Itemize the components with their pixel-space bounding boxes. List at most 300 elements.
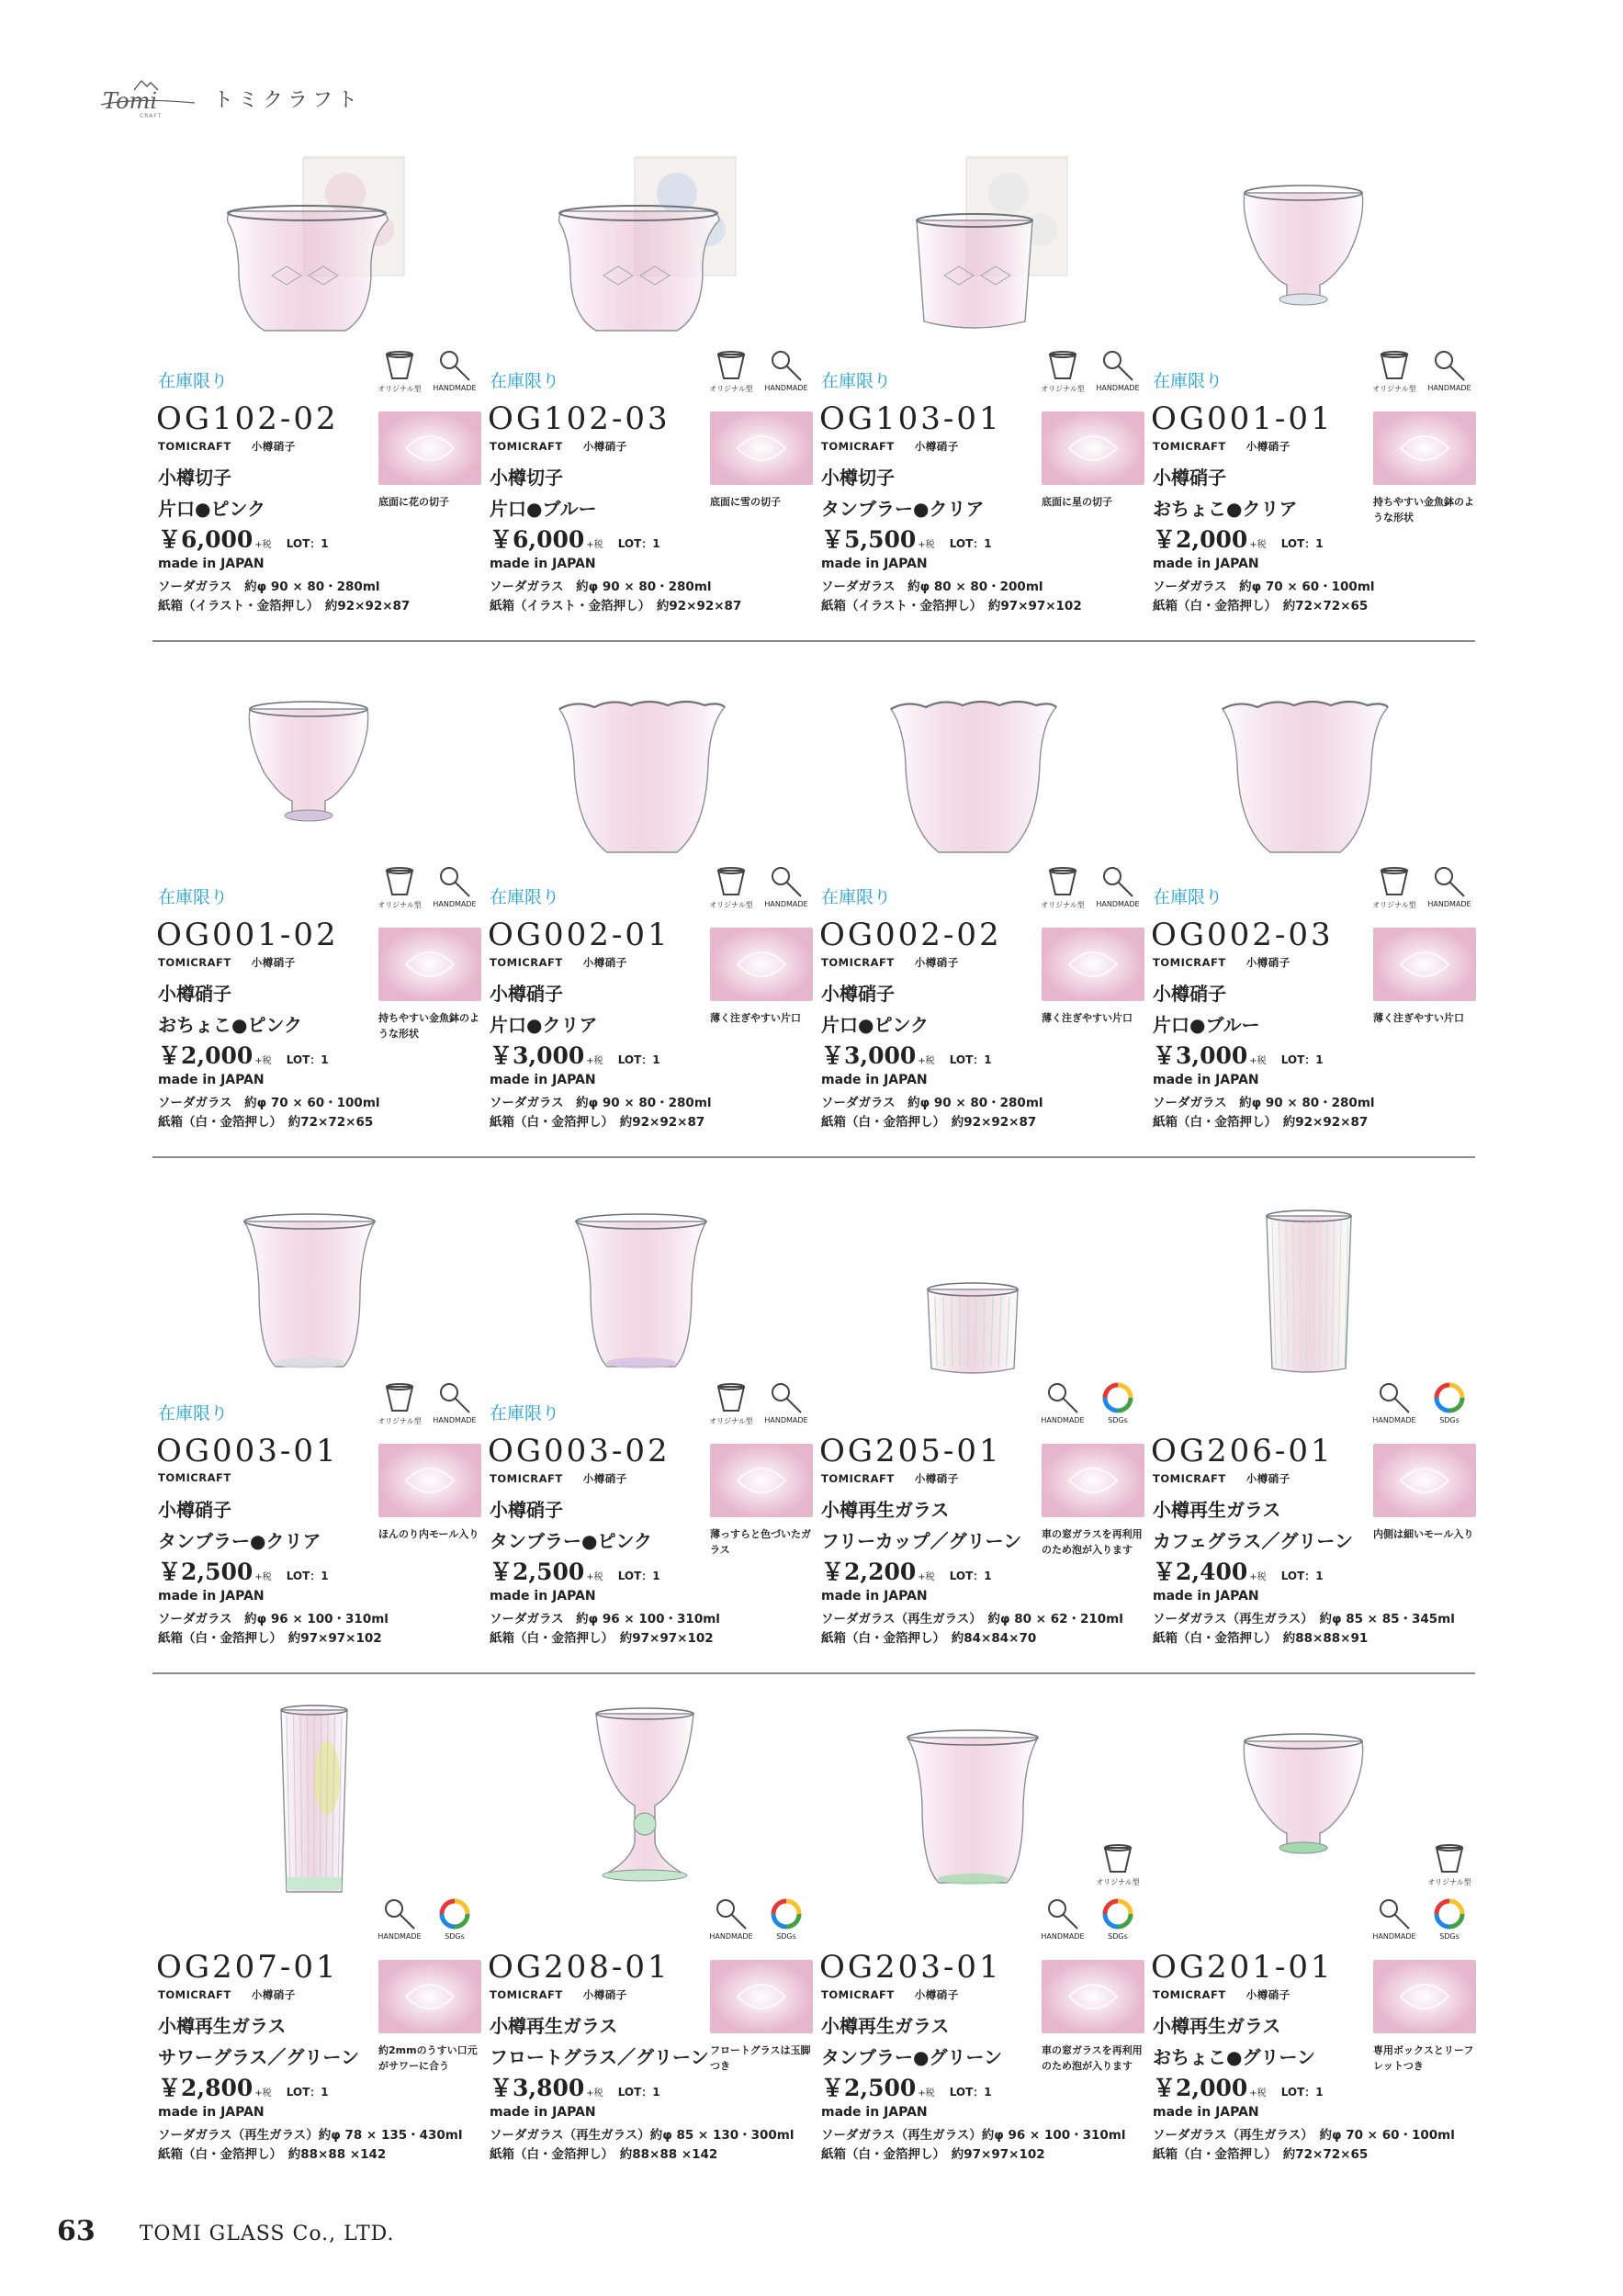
tax-note: +税 (586, 1572, 603, 1582)
handmade-icon-label: HANDMADE (433, 384, 477, 392)
maker-sub: 小樽硝子 (582, 440, 627, 453)
product-code: OG206-01 (1151, 1433, 1334, 1469)
handmade-icon-label: HANDMADE (1096, 384, 1140, 392)
price-line (490, 1554, 660, 1587)
price: ￥2,200 (821, 1559, 917, 1585)
series-name: 小樽切子 (490, 467, 563, 489)
handmade-icon (760, 349, 813, 400)
maker (158, 955, 296, 970)
row-divider (152, 640, 1475, 642)
product-card (152, 1695, 483, 2182)
detail-caption: 持ちやすい金魚鉢のような形状 (1373, 496, 1474, 524)
company-name: TOMI GLASS Co., LTD. (139, 2223, 395, 2245)
packaging: 紙箱（白・金箔押し） 約88×88×91 (1153, 1631, 1369, 1646)
maker-sub: 小樽硝子 (1245, 1472, 1291, 1485)
product-code: OG001-02 (156, 917, 339, 953)
product-card (1147, 663, 1478, 1150)
lot: LOT：1 (949, 1570, 992, 1582)
spec: ソーダガラス（再生ガラス） 約φ 70 × 60・100ml (1153, 2128, 1455, 2143)
tax-note: +税 (586, 540, 603, 550)
original-icon (1368, 349, 1421, 400)
product-code: OG205-01 (819, 1433, 1002, 1469)
maker (821, 1471, 959, 1486)
icon-row (704, 865, 815, 917)
original-icon-label: オリジナル型 (1041, 901, 1085, 909)
maker-sub: 小樽硝子 (1245, 956, 1291, 969)
row-divider (152, 1672, 1475, 1674)
handmade-icon-label: HANDMADE (764, 1416, 808, 1424)
original-icon-label: オリジナル型 (378, 1417, 422, 1425)
tax-note: +税 (918, 540, 935, 550)
stock-label: 在庫限り (158, 887, 229, 907)
detail-caption: 薄く注ぎやすい片口 (1042, 1012, 1133, 1024)
spec: ソーダガラス 約φ 90 × 80・280ml (1153, 1096, 1375, 1110)
series-name: 小樽硝子 (1153, 467, 1226, 489)
product-code: OG203-01 (819, 1949, 1002, 1986)
sdgs-icon-label: SDGs (1439, 1932, 1460, 1941)
series-name: 小樽切子 (158, 467, 231, 489)
product-photo (871, 1705, 1073, 1897)
variant-name: タンブラー●グリーン (821, 2046, 1003, 2068)
maker (1153, 1987, 1291, 2002)
handmade-icon-label: HANDMADE (764, 900, 808, 908)
maker-sub: 小樽硝子 (1245, 1988, 1291, 2001)
variant-name: タンブラー●ピンク (490, 1530, 653, 1552)
price-line (821, 522, 992, 555)
handmade-icon (428, 1381, 481, 1433)
original-icon-label: オリジナル型 (378, 901, 422, 909)
maker-name: TOMICRAFT (158, 1471, 231, 1484)
detail-photo (378, 1960, 481, 2033)
maker-sub: 小樽硝子 (914, 440, 959, 453)
spec: ソーダガラス 約φ 70 × 60・100ml (1153, 580, 1375, 594)
lot: LOT：1 (1280, 1053, 1324, 1066)
handmade-icon-label: HANDMADE (1372, 1416, 1416, 1424)
price: ￥2,400 (1153, 1559, 1248, 1585)
maker (821, 955, 959, 970)
handmade-icon (1368, 1897, 1421, 1949)
sdgs-icon (428, 1897, 481, 1949)
handmade-icon (1036, 1897, 1089, 1949)
product-card (1147, 1695, 1478, 2182)
price: ￥3,800 (490, 2075, 585, 2101)
spec: ソーダガラス 約φ 96 × 100・310ml (490, 1612, 720, 1626)
maker-name: TOMICRAFT (821, 440, 895, 453)
stock-label: 在庫限り (490, 887, 560, 907)
packaging: 紙箱（白・金箔押し） 約97×97×102 (490, 1631, 714, 1646)
lot: LOT：1 (949, 537, 992, 550)
origin: made in JAPAN (1153, 2105, 1259, 2120)
packaging: 紙箱（イラスト・金箔押し） 約97×97×102 (821, 599, 1082, 613)
variant-name: 片口●クリア (490, 1014, 598, 1036)
icon-row (704, 1381, 815, 1433)
maker (158, 1987, 296, 2002)
icon-row (704, 349, 815, 400)
maker-sub: 小樽硝子 (251, 956, 296, 969)
spec: ソーダガラス 約φ 80 × 80・200ml (821, 580, 1043, 594)
brand-name: トミクラフト (213, 88, 363, 112)
product-photo (539, 672, 741, 865)
maker-sub: 小樽硝子 (1245, 440, 1291, 453)
maker-name: TOMICRAFT (158, 956, 231, 969)
original-icon (373, 865, 426, 917)
detail-caption: 薄く注ぎやすい片口 (710, 1012, 801, 1024)
detail-caption: 底面に星の切子 (1042, 496, 1112, 508)
product-code: OG002-02 (819, 917, 1002, 953)
tax-note: +税 (586, 1056, 603, 1066)
maker-name: TOMICRAFT (821, 1472, 895, 1485)
stock-label: 在庫限り (158, 1403, 229, 1424)
lot: LOT：1 (286, 1570, 329, 1582)
sdgs-icon (1423, 1381, 1476, 1433)
price-line (158, 522, 329, 555)
variant-name: おちょこ●グリーン (1153, 2046, 1316, 2068)
handmade-icon-label: HANDMADE (709, 1932, 753, 1941)
origin: made in JAPAN (158, 557, 265, 571)
product-photo (1202, 156, 1404, 349)
icon-row (1036, 865, 1146, 917)
price: ￥3,000 (1153, 1042, 1248, 1069)
price: ￥5,500 (821, 526, 917, 553)
price-line (821, 1554, 992, 1587)
spec: ソーダガラス 約φ 90 × 80・280ml (490, 1096, 712, 1110)
product-card (484, 1695, 815, 2182)
maker (821, 1987, 959, 2002)
series-name: 小樽再生ガラス (821, 2015, 950, 2037)
product-card (152, 663, 483, 1150)
origin: made in JAPAN (490, 1589, 596, 1604)
packaging: 紙箱（白・金箔押し） 約72×72×65 (158, 1115, 374, 1130)
original-icon-label: オリジナル型 (709, 385, 753, 393)
series-name: 小樽再生ガラス (1153, 2015, 1281, 2037)
packaging: 紙箱（白・金箔押し） 約88×88 ×142 (158, 2147, 387, 2162)
origin: made in JAPAN (490, 1073, 596, 1087)
product-photo (871, 156, 1073, 349)
origin: made in JAPAN (490, 557, 596, 571)
variant-name: タンブラー●クリア (158, 1530, 321, 1552)
origin: made in JAPAN (158, 1073, 265, 1087)
product-photo (1202, 1188, 1404, 1381)
origin: made in JAPAN (1153, 557, 1259, 571)
stock-label: 在庫限り (821, 371, 892, 391)
maker (490, 955, 627, 970)
detail-photo (1042, 1444, 1144, 1517)
maker-name: TOMICRAFT (1153, 1988, 1226, 2001)
product-row (152, 663, 1475, 1179)
handmade-icon (428, 865, 481, 917)
maker-name: TOMICRAFT (1153, 1472, 1226, 1485)
icon-row (373, 865, 483, 917)
original-icon (1423, 1842, 1476, 1894)
maker-sub: 小樽硝子 (582, 1472, 627, 1485)
price-line (1153, 522, 1324, 555)
maker-name: TOMICRAFT (158, 1988, 231, 2001)
product-code: OG207-01 (156, 1949, 339, 1986)
detail-photo (1042, 411, 1144, 485)
spec: ソーダガラス（再生ガラス）約φ 78 × 135・430ml (158, 2128, 463, 2143)
handmade-icon-label: HANDMADE (433, 900, 477, 908)
original-icon (1368, 865, 1421, 917)
stock-label: 在庫限り (821, 887, 892, 907)
detail-caption: 専用ボックスとリーフレットつき (1373, 2044, 1474, 2073)
variant-name: タンブラー●クリア (821, 498, 985, 520)
origin: made in JAPAN (490, 2105, 596, 2120)
page-header (99, 75, 362, 121)
detail-caption: 内側は細いモール入り (1373, 1528, 1474, 1540)
original-icon-label: オリジナル型 (1372, 385, 1416, 393)
product-card (484, 1179, 815, 1666)
page-footer (57, 2215, 395, 2247)
tax-note: +税 (254, 1056, 272, 1066)
series-name: 小樽硝子 (490, 983, 563, 1005)
original-icon (373, 349, 426, 400)
handmade-icon (373, 1897, 426, 1949)
variant-name: カフェグラス／グリーン (1153, 1530, 1353, 1552)
icon-row (1036, 349, 1146, 400)
price: ￥2,000 (1153, 2075, 1248, 2101)
series-name: 小樽切子 (821, 467, 895, 489)
handmade-icon (1091, 865, 1144, 917)
detail-caption: 底面に雪の切子 (710, 496, 781, 508)
sdgs-icon-label: SDGs (1108, 1416, 1128, 1424)
packaging: 紙箱（白・金箔押し） 約92×92×87 (1153, 1115, 1369, 1130)
handmade-icon-label: HANDMADE (1041, 1932, 1085, 1941)
maker (1153, 1471, 1291, 1486)
detail-caption: 車の窓ガラスを再利用のため泡が入ります (1042, 2044, 1143, 2073)
original-icon (373, 1381, 426, 1433)
series-name: 小樽再生ガラス (158, 2015, 287, 2037)
original-icon (1036, 349, 1089, 400)
handmade-icon (760, 1381, 813, 1433)
spec: ソーダガラス 約φ 90 × 80・280ml (490, 580, 712, 594)
origin: made in JAPAN (821, 1589, 928, 1604)
tax-note: +税 (918, 1572, 935, 1582)
spec: ソーダガラス（再生ガラス） 約φ 80 × 62・210ml (821, 1612, 1123, 1626)
tomi-logo (99, 77, 200, 119)
lot: LOT：1 (617, 1570, 660, 1582)
tax-note: +税 (254, 2088, 272, 2099)
series-name: 小樽硝子 (158, 1499, 231, 1521)
maker (821, 439, 959, 454)
variant-name: サワーグラス／グリーン (158, 2046, 359, 2068)
tax-note: +税 (918, 1056, 935, 1066)
maker-sub: 小樽硝子 (582, 956, 627, 969)
lot: LOT：1 (617, 537, 660, 550)
product-card (152, 147, 483, 634)
detail-photo (378, 411, 481, 485)
tax-note: +税 (1249, 1056, 1267, 1066)
icon-row (1036, 1381, 1146, 1433)
product-card (484, 663, 815, 1150)
product-code: OG103-01 (819, 400, 1002, 437)
spec: ソーダガラス（再生ガラス）約φ 96 × 100・310ml (821, 2128, 1126, 2143)
original-icon-label: オリジナル型 (1427, 1878, 1471, 1886)
icon-row (1368, 1381, 1478, 1433)
product-photo (208, 1188, 410, 1381)
detail-caption: フロートグラスは玉脚つき (710, 2044, 811, 2073)
detail-caption: 底面に花の切子 (378, 496, 449, 508)
spec: ソーダガラス（再生ガラス）約φ 85 × 130・300ml (490, 2128, 795, 2143)
detail-photo (378, 1444, 481, 1517)
product-card (816, 1179, 1146, 1666)
maker-sub: 小樽硝子 (914, 1988, 959, 2001)
handmade-icon (428, 349, 481, 400)
page-number: 63 (57, 2215, 96, 2247)
lot: LOT：1 (286, 537, 329, 550)
packaging: 紙箱（白・金箔押し） 約72×72×65 (1153, 2147, 1369, 2162)
spec: ソーダガラス 約φ 90 × 80・280ml (821, 1096, 1043, 1110)
detail-photo (710, 1960, 813, 2033)
series-name: 小樽硝子 (821, 983, 895, 1005)
sdgs-icon (1091, 1897, 1144, 1949)
lot: LOT：1 (286, 1053, 329, 1066)
product-code: OG102-02 (156, 400, 339, 437)
maker (158, 1471, 252, 1484)
packaging: 紙箱（白・金箔押し） 約92×92×87 (490, 1115, 705, 1130)
product-code: OG002-01 (488, 917, 671, 953)
original-icon-label: オリジナル型 (709, 1417, 753, 1425)
product-photo (871, 672, 1073, 865)
icon-row (373, 1381, 483, 1433)
handmade-icon-label: HANDMADE (433, 1416, 477, 1424)
handmade-icon (704, 1897, 758, 1949)
origin: made in JAPAN (1153, 1073, 1259, 1087)
detail-photo (1373, 928, 1476, 1001)
original-icon-label: オリジナル型 (1096, 1878, 1140, 1886)
maker-name: TOMICRAFT (490, 1472, 563, 1485)
product-photo (208, 1705, 410, 1897)
svg-text:CRAFT: CRAFT (140, 113, 163, 119)
icon-row (373, 1897, 483, 1949)
packaging: 紙箱（イラスト・金箔押し） 約92×92×87 (158, 599, 411, 613)
detail-photo (710, 928, 813, 1001)
handmade-icon (1368, 1381, 1421, 1433)
product-code: OG201-01 (1151, 1949, 1334, 1986)
variant-name: おちょこ●クリア (1153, 498, 1298, 520)
lot: LOT：1 (286, 2086, 329, 2099)
origin: made in JAPAN (158, 1589, 265, 1604)
price-line (1153, 2070, 1324, 2103)
original-icon (1091, 1842, 1144, 1894)
svg-text:Tomi: Tomi (103, 88, 158, 114)
series-name: 小樽硝子 (158, 983, 231, 1005)
detail-photo (1042, 1960, 1144, 2033)
icon-row (1368, 1878, 1478, 1949)
maker (1153, 439, 1291, 454)
product-photo (1202, 672, 1404, 865)
product-code: OG003-02 (488, 1433, 671, 1469)
maker (490, 1987, 627, 2002)
handmade-icon (1423, 865, 1476, 917)
price-line (1153, 1554, 1324, 1587)
origin: made in JAPAN (821, 2105, 928, 2120)
icon-row (1036, 1878, 1146, 1949)
handmade-icon (1423, 349, 1476, 400)
handmade-icon-label: HANDMADE (1427, 900, 1471, 908)
price: ￥2,500 (158, 1559, 254, 1585)
original-icon-label: オリジナル型 (709, 901, 753, 909)
spec: ソーダガラス（再生ガラス） 約φ 85 × 85・345ml (1153, 1612, 1455, 1626)
product-photo (1202, 1705, 1404, 1897)
product-card (152, 1179, 483, 1666)
packaging: 紙箱（白・金箔押し） 約84×84×70 (821, 1631, 1037, 1646)
product-code: OG102-03 (488, 400, 671, 437)
original-icon-label: オリジナル型 (1041, 385, 1085, 393)
product-photo (539, 1188, 741, 1381)
price: ￥3,000 (490, 1042, 585, 1069)
variant-name: おちょこ●ピンク (158, 1014, 303, 1036)
variant-name: 片口●ブルー (1153, 1014, 1260, 1036)
product-code: OG001-01 (1151, 400, 1334, 437)
product-card (1147, 147, 1478, 634)
series-name: 小樽硝子 (1153, 983, 1226, 1005)
sdgs-icon-label: SDGs (1108, 1932, 1128, 1941)
handmade-icon (1091, 349, 1144, 400)
variant-name: 片口●ピンク (821, 1014, 930, 1036)
product-row (152, 147, 1475, 663)
stock-label: 在庫限り (1153, 887, 1223, 907)
price-line (490, 2070, 660, 2103)
sdgs-icon (760, 1897, 813, 1949)
lot: LOT：1 (949, 1053, 992, 1066)
packaging: 紙箱（白・金箔押し） 約92×92×87 (821, 1115, 1037, 1130)
lot: LOT：1 (1280, 1570, 1324, 1582)
product-card (1147, 1179, 1478, 1666)
packaging: 紙箱（イラスト・金箔押し） 約92×92×87 (490, 599, 742, 613)
detail-photo (1373, 411, 1476, 485)
detail-photo (1373, 1960, 1476, 2033)
detail-caption: 持ちやすい金魚鉢のような形状 (378, 1012, 479, 1041)
sdgs-icon (1423, 1897, 1476, 1949)
product-photo (208, 156, 410, 349)
maker-name: TOMICRAFT (158, 440, 231, 453)
maker (158, 439, 296, 454)
product-photo (208, 672, 410, 865)
price-line (158, 1038, 329, 1071)
price-line (490, 522, 660, 555)
detail-photo (1042, 928, 1144, 1001)
maker-sub: 小樽硝子 (914, 1472, 959, 1485)
price-line (1153, 1038, 1324, 1071)
handmade-icon-label: HANDMADE (1427, 384, 1471, 392)
original-icon-label: オリジナル型 (1372, 901, 1416, 909)
sdgs-icon-label: SDGs (776, 1932, 796, 1941)
original-icon (704, 349, 758, 400)
product-code: OG003-01 (156, 1433, 339, 1469)
handmade-icon (760, 865, 813, 917)
tax-note: +税 (254, 1572, 272, 1582)
product-card (816, 663, 1146, 1150)
price: ￥2,500 (821, 2075, 917, 2101)
maker-name: TOMICRAFT (1153, 440, 1226, 453)
price-line (158, 2070, 329, 2103)
stock-label: 在庫限り (490, 1403, 560, 1424)
icon-row (1368, 865, 1478, 917)
tax-note: +税 (254, 540, 272, 550)
maker-name: TOMICRAFT (490, 440, 563, 453)
product-grid (152, 147, 1475, 2212)
price: ￥2,000 (1153, 526, 1248, 553)
tax-note: +税 (918, 2088, 935, 2099)
detail-caption: 薄く注ぎやすい片口 (1373, 1012, 1464, 1024)
packaging: 紙箱（白・金箔押し） 約88×88 ×142 (490, 2147, 718, 2162)
handmade-icon-label: HANDMADE (764, 384, 808, 392)
detail-photo (1373, 1444, 1476, 1517)
handmade-icon-label: HANDMADE (1372, 1932, 1416, 1941)
origin: made in JAPAN (158, 2105, 265, 2120)
spec: ソーダガラス 約φ 90 × 80・280ml (158, 580, 380, 594)
price: ￥2,000 (158, 1042, 254, 1069)
